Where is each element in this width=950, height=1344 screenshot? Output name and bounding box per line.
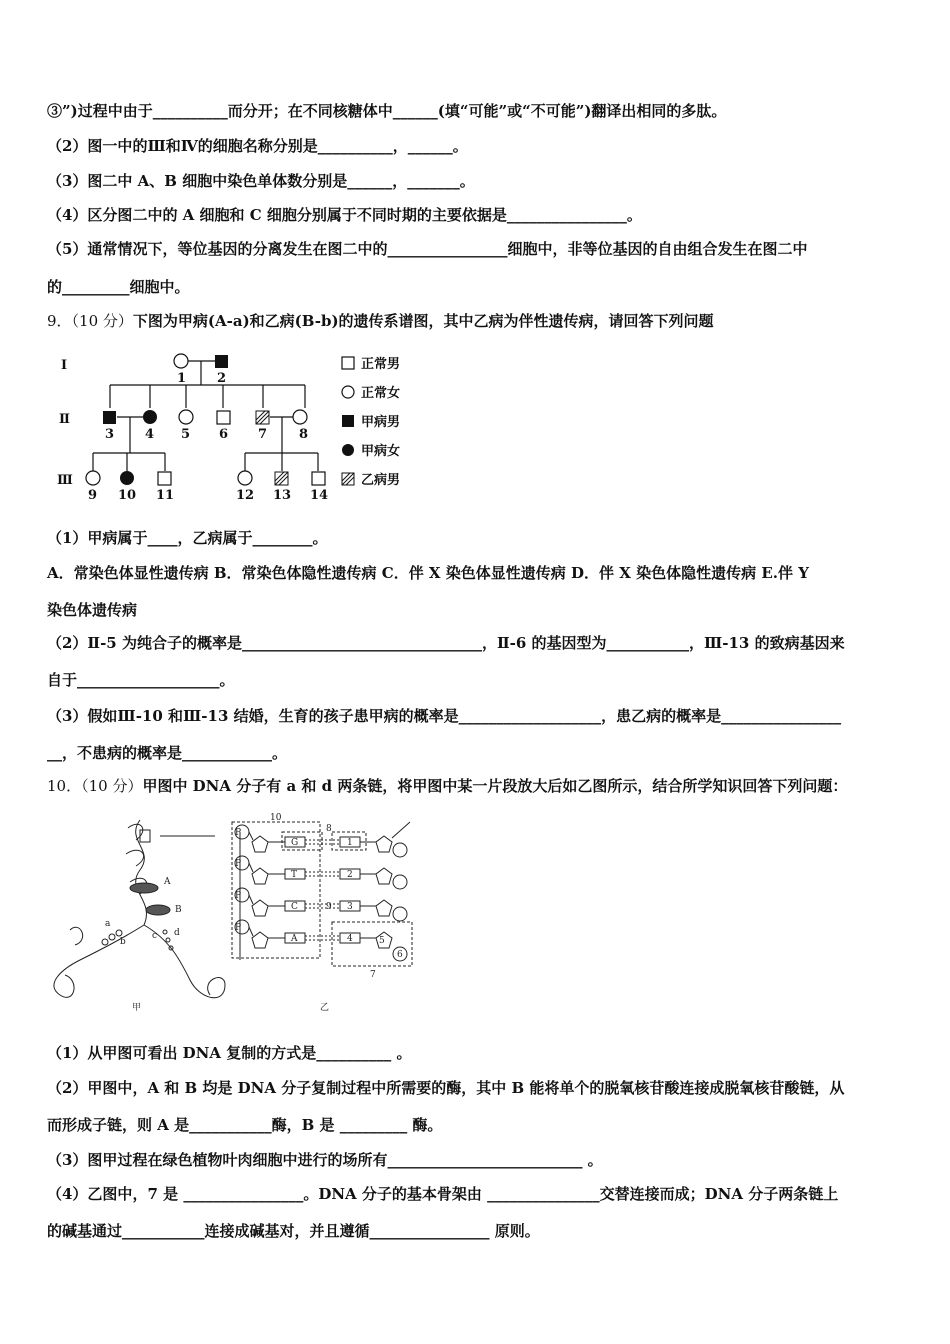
id-10: 10 xyxy=(118,488,137,503)
q9-options: A．常染色体显性遗传病 B．常染色体隐性遗传病 C．伴 X 染色体显性遗传病 D．伴 X 染色体隐性遗传病 E.伴 Y xyxy=(47,564,809,582)
pedigree-II-4 xyxy=(143,410,157,424)
q9-sub3-cont: __，不患病的概率是____________。 xyxy=(47,744,288,762)
q10-header xyxy=(47,776,907,796)
label-B: B xyxy=(175,905,182,915)
base-C: C xyxy=(291,902,298,912)
num-5: 5 xyxy=(379,936,385,946)
legend-normal-male: 正常男 xyxy=(361,357,401,372)
pedigree-III-11 xyxy=(158,472,171,485)
caption-jia: 甲 xyxy=(132,1003,142,1013)
q8-sub5-cont: 的_________细胞中。 xyxy=(47,278,190,296)
pedigree-III-14 xyxy=(312,472,325,485)
base-A: A xyxy=(291,934,298,944)
legend-yi-male: 乙病男 xyxy=(361,473,401,488)
q10-text: 甲图中 DNA 分子有 a 和 d 两条链，将甲图中某一片段放大后如乙图所示，结合所学知识回答下列问题： xyxy=(142,777,848,795)
q9-number: 9． xyxy=(47,312,72,330)
legend-normal-female: 正常女 xyxy=(361,386,401,401)
p-label: P xyxy=(235,828,242,838)
q9-score: （10 分） xyxy=(71,312,133,330)
q8-line-1: ③”)过程中由于__________而分开；在不同核糖体中______(填“可能”或“不可能”)翻译出相同的多肽。 xyxy=(47,102,727,120)
q10-sub2: （2）甲图中，A 和 B 均是 DNA 分子复制过程中所需要的酶，其中 B 能将单个的脱氧核苷酸连接成脱氧核苷酸链，从 xyxy=(47,1079,845,1097)
enzyme-A xyxy=(130,883,158,893)
pedigree-I-1 xyxy=(174,354,188,368)
pedigree-II-6 xyxy=(217,411,230,424)
label-d: d xyxy=(174,928,180,938)
id-7: 7 xyxy=(258,427,268,442)
legend-jia-female: 甲病女 xyxy=(361,444,401,459)
p-label-2: P xyxy=(235,859,242,869)
id-14: 14 xyxy=(310,488,329,503)
q9-header xyxy=(47,311,907,331)
pedigree-III-12 xyxy=(238,471,252,485)
q8-sub4: （4）区分图二中的 A 细胞和 C 细胞分别属于不同时期的主要依据是________________。 xyxy=(47,206,642,224)
q10-number: 10． xyxy=(47,777,82,795)
pedigree-II-8 xyxy=(293,410,307,424)
pedigree-II-5 xyxy=(179,410,193,424)
q8-sub2: （2）图一中的Ⅲ和Ⅳ的细胞名称分别是__________，______。 xyxy=(47,137,468,155)
num-7: 7 xyxy=(370,970,376,980)
base-3: 3 xyxy=(347,902,353,912)
label-A: A xyxy=(164,877,171,887)
label-c: c xyxy=(152,931,158,941)
enzyme-B xyxy=(146,905,170,915)
base-T: T xyxy=(291,870,298,880)
id-3: 3 xyxy=(105,427,115,442)
q9-sub2: （2）Ⅱ-5 为纯合子的概率是________________________________，Ⅱ-6 的基因型为___________，Ⅲ-13 的致病基因来 xyxy=(47,634,845,652)
legend-jia-male: 甲病男 xyxy=(361,415,401,430)
q9-sub1: （1）甲病属于____，乙病属于________。 xyxy=(47,529,328,547)
base-4: 4 xyxy=(347,934,353,944)
num-8: 8 xyxy=(326,824,332,834)
pedigree-III-9 xyxy=(86,471,100,485)
id-5: 5 xyxy=(181,427,191,442)
base-G: G xyxy=(291,838,299,848)
jia-strand-a xyxy=(54,925,144,997)
q10-score: （10 分） xyxy=(81,777,143,795)
q10-sub3: （3）图甲过程在绿色植物叶肉细胞中进行的场所有__________________________ 。 xyxy=(47,1151,603,1169)
num-10: 10 xyxy=(270,813,282,823)
q8-sub5: （5）通常情况下，等位基因的分离发生在图二中的________________细胞中，非等位基因的自由组合发生在图二中 xyxy=(47,240,808,258)
pedigree-I-2 xyxy=(215,355,228,368)
q10-sub1: （1）从甲图可看出 DNA 复制的方式是__________ 。 xyxy=(47,1044,412,1062)
q10-sub2-cont: 而形成子链，则 A 是___________酶，B 是 _________ 酶。 xyxy=(47,1116,443,1134)
id-8: 8 xyxy=(299,427,309,442)
legend-normal-female-icon xyxy=(342,386,354,398)
legend-jia-female-icon xyxy=(342,444,354,456)
base-2: 2 xyxy=(347,870,353,880)
gen-II-label: Ⅱ xyxy=(59,412,70,427)
dna-replication-figure xyxy=(40,810,430,1020)
q9-text: 下图为甲病(A-a)和乙病(B-b)的遗传系谱图，其中乙病为伴性遗传病，请回答下列问题 xyxy=(132,312,714,330)
num-9: 9 xyxy=(326,902,332,912)
id-1: 1 xyxy=(177,371,187,386)
legend-jia-male-icon xyxy=(342,415,354,427)
pedigree-chart xyxy=(55,343,415,508)
q8-sub3: （3）图二中 A、B 细胞中染色单体数分别是______，_______。 xyxy=(47,172,475,190)
id-2: 2 xyxy=(217,371,227,386)
gen-III-label: Ⅲ xyxy=(57,473,73,488)
pedigree-III-10 xyxy=(120,471,134,485)
p-label-3: P xyxy=(235,891,242,901)
id-12: 12 xyxy=(236,488,255,503)
id-13: 13 xyxy=(273,488,292,503)
q9-options-cont: 染色体遗传病 xyxy=(47,601,138,619)
pedigree-II-3 xyxy=(103,411,116,424)
q9-sub2-cont: 自于___________________。 xyxy=(47,671,235,689)
label-b: b xyxy=(120,937,126,947)
base-1: 1 xyxy=(347,838,353,848)
legend-normal-male-icon xyxy=(342,357,354,369)
id-9: 9 xyxy=(88,488,98,503)
q10-sub4: （4）乙图中，7 是 ________________。DNA 分子的基本骨架由 _______________交替连接而成；DNA 分子两条链上 xyxy=(47,1185,839,1203)
jia-box-segment xyxy=(140,830,150,842)
id-6: 6 xyxy=(219,427,229,442)
q9-sub3: （3）假如Ⅲ-10 和Ⅲ-13 结婚，生育的孩子患甲病的概率是___________________，患乙病的概率是________________ xyxy=(47,707,842,725)
label-a: a xyxy=(105,919,111,929)
q10-sub4-cont: 的碱基通过___________连接成碱基对，并且遵循________________ 原则。 xyxy=(47,1222,540,1240)
num-6: 6 xyxy=(397,950,403,960)
caption-yi: 乙 xyxy=(320,1003,330,1013)
id-4: 4 xyxy=(145,427,155,442)
gen-I-label: Ⅰ xyxy=(61,358,68,373)
id-11: 11 xyxy=(156,488,175,503)
p-label-4: P xyxy=(235,923,242,933)
